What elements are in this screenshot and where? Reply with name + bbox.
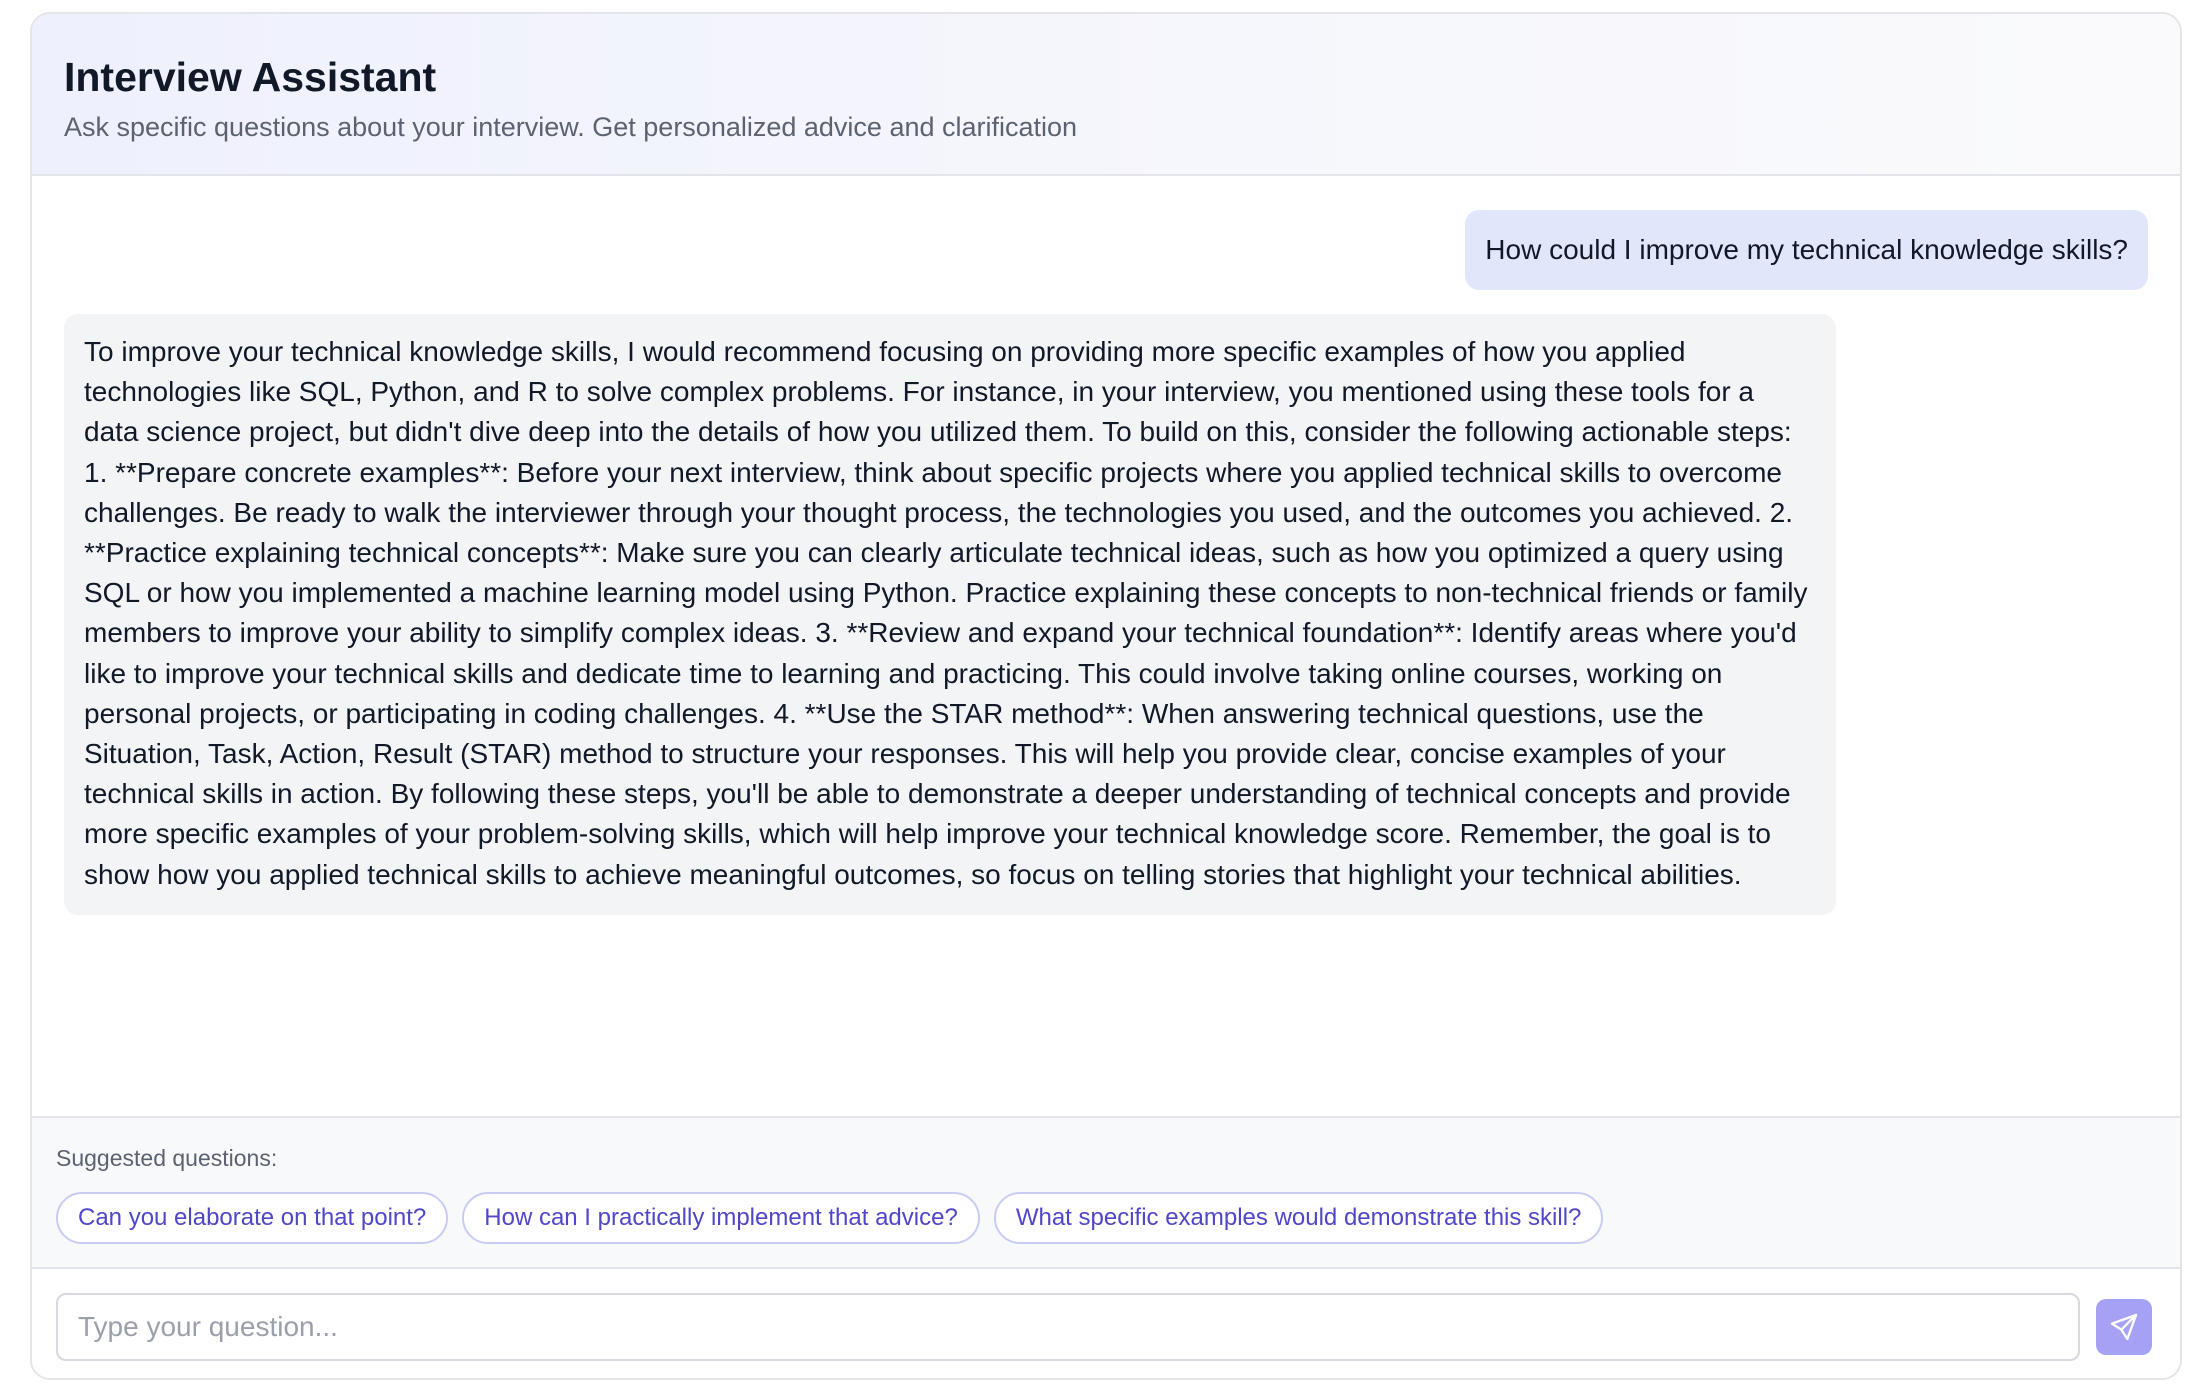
- user-message: How could I improve my technical knowledge skills?: [1465, 210, 2148, 290]
- chat-panel: [30, 12, 2182, 1380]
- suggestion-chip-implement[interactable]: How can I practically implement that advice?: [462, 1192, 980, 1244]
- suggestion-chip-list: [56, 1192, 2156, 1244]
- suggestion-chip-elaborate[interactable]: Can you elaborate on that point?: [56, 1192, 448, 1244]
- suggested-questions: [32, 1116, 2180, 1267]
- send-button[interactable]: [2096, 1299, 2152, 1355]
- assistant-message-row: [64, 314, 2148, 915]
- composer: [32, 1267, 2180, 1380]
- user-message-row: [64, 210, 2148, 290]
- suggestion-chip-examples[interactable]: What specific examples would demonstrate this skill?: [994, 1192, 1604, 1244]
- page-subtitle: Ask specific questions about your interview. Get personalized advice and clarification: [64, 112, 1078, 142]
- chat-header: [32, 14, 2180, 176]
- suggested-questions-label: Suggested questions:: [56, 1145, 278, 1171]
- assistant-message: To improve your technical knowledge skills, I would recommend focusing on providing more specific examples of how you applied technologies like SQL, Python, and R to solve complex problems. For instance, in your interview, you mentioned using these tools for a data science project, but didn't dive deep into the details of how you utilized them. To build on this, consider the following actionable steps: 1. **Prepare concrete examples**: Before your next interview, think about specific projects where you applied technical skills to overcome challenges. Be ready to walk the interviewer through your thought process, the technologies you used, and the outcomes you achieved. 2. **Practice explaining technical concepts**: Make sure you can clearly articulate technical ideas, such as how you optimized a query using SQL or how you implemented a machine learning model using Python. Practice explaining these concepts to non-technical friends or family members to improve your ability to simplify complex ideas. 3. **Review and expand your technical foundation**: Identify areas where you'd like to improve your technical skills and dedicate time to learning and practicing. This could involve taking online courses, working on personal projects, or participating in coding challenges. 4. **Use the STAR method**: When answering technical questions, use the Situation, Task, Action, Result (STAR) method to structure your responses. This will help you provide clear, concise examples of your technical skills in action. By following these steps, you'll be able to demonstrate a deeper understanding of technical concepts and provide more specific examples of your problem-solving skills, which will help improve your technical knowledge score. Remember, the goal is to show how you applied technical skills to achieve meaningful outcomes, so focus on telling stories that highlight your technical abilities.: [64, 314, 1836, 915]
- question-input[interactable]: [56, 1293, 2080, 1361]
- send-icon: [2108, 1311, 2140, 1343]
- page-title: Interview Assistant: [64, 54, 437, 100]
- message-list[interactable]: [32, 176, 2180, 1116]
